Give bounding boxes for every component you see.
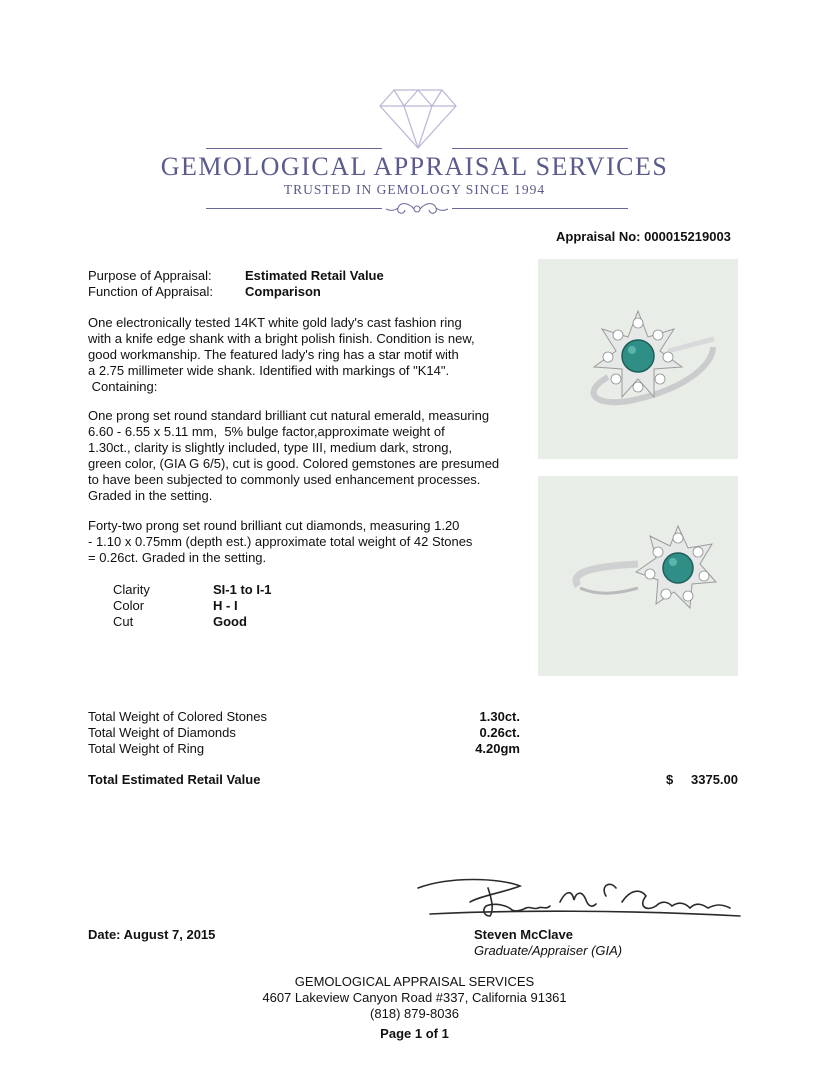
logo-rule-bottom-right bbox=[452, 208, 628, 209]
ring-top-view-icon bbox=[538, 259, 738, 459]
diamond-description-line: - 1.10 x 0.75mm (depth est.) approximate total weight of 42 Stones bbox=[88, 534, 473, 549]
logo-rule-top-right bbox=[452, 148, 628, 149]
emerald-description-line: to have been subjected to commonly used enhancement processes. bbox=[88, 472, 481, 487]
flourish-ornament-icon bbox=[384, 200, 450, 218]
company-tagline: TRUSTED IN GEMOLOGY SINCE 1994 bbox=[283, 182, 546, 197]
grade-value-clarity: SI-1 to I-1 bbox=[213, 582, 272, 597]
appraisal-number-value: 000015219003 bbox=[644, 229, 731, 244]
ring-description-line: a 2.75 millimeter wide shank. Identified with markings of "K14". bbox=[88, 363, 450, 378]
total-value-ring: 4.20gm bbox=[475, 741, 520, 756]
retail-value-amount: 3375.00 bbox=[691, 772, 738, 787]
appraiser-title: Graduate/Appraiser (GIA) bbox=[474, 943, 623, 958]
ring-photo-side bbox=[538, 476, 738, 676]
appraisal-date: Date: August 7, 2015 bbox=[88, 927, 216, 942]
logo-rule-top bbox=[206, 148, 382, 149]
footer-address: 4607 Lakeview Canyon Road #337, California 91361 bbox=[262, 990, 567, 1005]
grade-value-color: H - I bbox=[213, 598, 238, 613]
diamond-logo-icon bbox=[378, 84, 458, 152]
ring-description-line: Containing: bbox=[88, 379, 158, 394]
function-value: Comparison bbox=[245, 284, 321, 299]
ring-description-line: good workmanship. The featured lady's ring has a star motif with bbox=[88, 347, 459, 362]
grade-label-cut: Cut bbox=[113, 614, 134, 629]
emerald-description-line: One prong set round standard brilliant cut natural emerald, measuring bbox=[88, 408, 490, 423]
company-logo-title: GEMOLOGICAL APPRAISAL SERVICES bbox=[160, 152, 669, 181]
ring-side-view-icon bbox=[538, 476, 738, 676]
ring-description bbox=[88, 315, 528, 395]
diamond-description-line: = 0.26ct. Graded in the setting. bbox=[88, 550, 267, 565]
retail-value-label: Total Estimated Retail Value bbox=[88, 772, 261, 787]
footer-company: GEMOLOGICAL APPRAISAL SERVICES bbox=[294, 974, 535, 989]
ring-photo-top bbox=[538, 259, 738, 459]
ring-description-line: with a knife edge shank with a bright polish finish. Condition is new, bbox=[88, 331, 475, 346]
grade-value-cut: Good bbox=[213, 614, 247, 629]
emerald-description-line: 1.30ct., clarity is slightly included, type III, medium dark, strong, bbox=[88, 440, 453, 455]
footer-phone: (818) 879-8036 bbox=[370, 1006, 459, 1021]
logo-rule-bottom-left bbox=[206, 208, 382, 209]
diamond-description bbox=[88, 518, 528, 566]
appraisal-number bbox=[556, 229, 731, 245]
emerald-description-line: green color, (GIA G 6/5), cut is good. Colored gemstones are presumed bbox=[88, 456, 500, 471]
page-number: Page 1 of 1 bbox=[380, 1026, 449, 1041]
purpose-value: Estimated Retail Value bbox=[245, 268, 384, 283]
purpose-label: Purpose of Appraisal: bbox=[88, 268, 212, 283]
total-label-ring: Total Weight of Ring bbox=[88, 741, 205, 756]
diamond-description-line: Forty-two prong set round brilliant cut diamonds, measuring 1.20 bbox=[88, 518, 460, 533]
total-value-diamonds: 0.26ct. bbox=[479, 725, 520, 740]
grade-label-color: Color bbox=[113, 598, 145, 613]
grade-label-clarity: Clarity bbox=[113, 582, 150, 597]
emerald-description-line: Graded in the setting. bbox=[88, 488, 213, 503]
appraisal-number-label: Appraisal No: bbox=[556, 229, 641, 244]
total-value-colored-stones: 1.30ct. bbox=[479, 709, 520, 724]
appraiser-signature-icon bbox=[410, 866, 745, 926]
total-label-diamonds: Total Weight of Diamonds bbox=[88, 725, 236, 740]
appraiser-name: Steven McClave bbox=[474, 927, 573, 942]
emerald-description-line: 6.60 - 6.55 x 5.11 mm, 5% bulge factor,approximate weight of bbox=[88, 424, 445, 439]
total-label-colored-stones: Total Weight of Colored Stones bbox=[88, 709, 267, 724]
function-label: Function of Appraisal: bbox=[88, 284, 214, 299]
currency-symbol: $ bbox=[666, 772, 674, 787]
ring-description-line: One electronically tested 14KT white gold lady's cast fashion ring bbox=[88, 315, 462, 330]
emerald-description bbox=[88, 408, 528, 504]
